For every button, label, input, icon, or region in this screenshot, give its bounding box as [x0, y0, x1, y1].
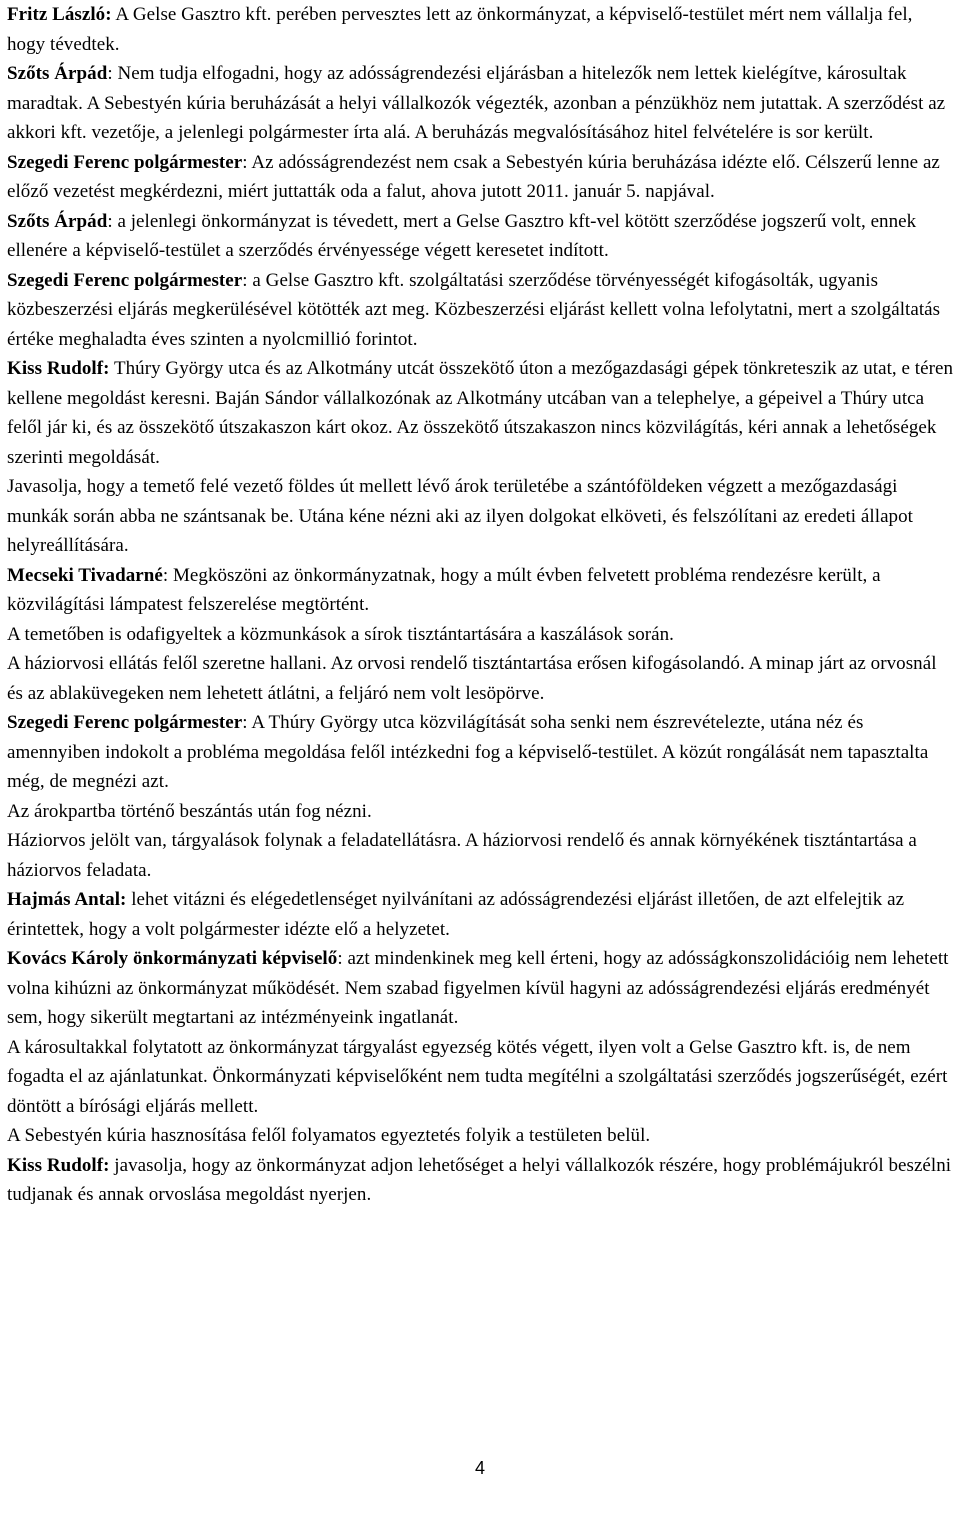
paragraph-text: Háziorvos jelölt van, tárgyalások folynak a feladatellátásra. A háziorvosi rendelő és annak környékének tisztántartása a háziorvos feladata. — [7, 830, 917, 881]
speaker-name: Hajmás Antal: — [7, 889, 127, 910]
paragraph-text: javasolja, hogy az önkormányzat adjon lehetőséget a helyi vállalkozók részére, hogy problémájukról beszélni tudjanak és annak orvoslása megoldást nyerjen. — [7, 1154, 952, 1205]
paragraph-text: : A Thúry György utca közvilágítását soha senki nem észrevételezte, utána néz és amennyiben indokolt a probléma megoldása felől intézkedni fog a képviselő-testület. A közút rongálását nem tapasztalta még, de megnézi azt. — [7, 712, 929, 792]
paragraph-text: A háziorvosi ellátás felől szeretne hallani. Az orvosi rendelő tisztántartása erősen kifogásolandó. A minap járt az orvosnál és az ablaküvegeken nem lehetett átlátni, a feljáró nem volt lesöpörve. — [7, 653, 937, 704]
paragraph-kiss-rudolf-1 — [7, 354, 955, 472]
paragraph-javasolja — [7, 472, 955, 561]
paragraph-text: : Nem tudja elfogadni, hogy az adósságrendezési eljárásban a hitelezők nem lettek kielégítve, károsultak maradtak. A Sebestyén kúria beruházását a helyi vállalkozók végezték, azonban a pénzükhöz nem jutattak. A szerződést az akkori kft. vezetője, a jelenlegi polgármester írta alá. A beruházás megvalósításához hitel felvételére is sor került. — [7, 63, 946, 143]
speaker-name: Kiss Rudolf: — [7, 358, 110, 379]
paragraph-szegedi-ferenc-3 — [7, 708, 955, 797]
paragraph-arokpart — [7, 797, 955, 827]
paragraph-text: A temetőben is odafigyeltek a közmunkások a sírok tisztántartására a kaszálások során. — [7, 623, 674, 645]
paragraph-text: A Sebestyén kúria hasznosítása felől folyamatos egyeztetés folyik a testületen belül. — [7, 1125, 651, 1146]
paragraph-hajmas-antal — [7, 885, 955, 944]
paragraph-fritz-laszlo — [7, 0, 955, 59]
paragraph-text: A Gelse Gasztro kft. perében pervesztes lett az önkormányzat, a képviselő-testület mért nem vállalja fel, hogy tévedtek. — [7, 4, 913, 55]
paragraph-sebestyen-kuria — [7, 1121, 955, 1151]
paragraph-szegedi-ferenc-2 — [7, 266, 955, 355]
speaker-name: Fritz László: — [7, 4, 112, 25]
paragraph-kovacs-karoly — [7, 944, 955, 1033]
paragraph-text: A károsultakkal folytatott az önkormányzat tárgyalást egyezség kötés végett, ilyen volt a Gelse Gasztro kft. is, de nem fogadta el az ajánlatunkat. Önkormányzati képviselőként nem tudta megítélni a szolgáltatási szerződés jogszerűségét, ezért döntött a bírósági eljárás mellett. — [7, 1036, 948, 1117]
paragraph-text: Thúry György utca és az Alkotmány utcát összekötő úton a mezőgazdasági gépek tönkreteszik az utat, e téren kellene megoldást keresni. Baján Sándor vállalkozónak az Alkotmány utcában van a telephelye, a gépeivel a Thúry utca felől jár ki, és az összekötő útszakaszon kárt okoz. Az összekötő útszakaszon nincs közvilágítás, kéri annak a lehetőségek szerinti megoldását. — [7, 358, 954, 468]
speaker-name: Mecseki Tivadarné — [7, 564, 163, 586]
paragraph-text: lehet vitázni és elégedetlenséget nyilvánítani az adósságrendezési eljárást illetően, de azt elfelejtik az érintettek, hogy a volt polgármester idézte elő a helyzetet. — [7, 889, 905, 940]
paragraph-karosultak — [7, 1033, 955, 1122]
speaker-name: Szegedi Ferenc polgármester — [7, 712, 243, 733]
speaker-name: Szőts Árpád — [7, 63, 108, 84]
speaker-name: Szegedi Ferenc polgármester — [7, 151, 243, 173]
paragraph-szegedi-ferenc-1 — [7, 148, 955, 207]
document-body — [7, 0, 955, 1210]
paragraph-szots-arpad-1 — [7, 59, 955, 148]
paragraph-text: : azt mindenkinek meg kell érteni, hogy az adósságkonszolidációig nem lehetett volna kihúzni az önkormányzat működését. Nem szabad figyelmen kívül hagyni az adósságrendezési eljárás eredményét sem, hogy sikerült megtartani az intézményeink ingatlanát. — [7, 948, 949, 1028]
paragraph-text: : Az adósságrendezést nem csak a Sebestyén kúria beruházása idézte elő. Célszerű lenne az előző vezetést megkérdezni, miért juttatták oda a falut, ahova jutott 2011. január 5. napjával. — [7, 151, 940, 202]
speaker-name: Kiss Rudolf: — [7, 1154, 110, 1176]
paragraph-text: Az árokpartba történő beszántás után fog nézni. — [7, 800, 372, 822]
paragraph-haziorvosi-ellatas — [7, 649, 955, 708]
paragraph-text: Javasolja, hogy a temető felé vezető földes út mellett lévő árok területébe a szántóföldeken végzett a mezőgazdasági munkák során abba ne szántsanak be. Utána kéne nézni aki az ilyen dolgokat elköveti, és felszólítani az eredeti állapot helyreállítására. — [7, 476, 913, 556]
paragraph-temeto — [7, 620, 955, 650]
paragraph-text: : a Gelse Gasztro kft. szolgáltatási szerződése törvényességét kifogásolták, ugyanis közbeszerzési eljárás megkerülésével kötötték azt meg. Közbeszerzési eljárást kellett volna lefolytatni, mert a szolgáltatás értéke meghaladta éves szinten a nyolcmillió forintot. — [7, 269, 941, 350]
paragraph-kiss-rudolf-2 — [7, 1151, 955, 1210]
page-number: 4 — [474, 1458, 485, 1478]
speaker-name: Kovács Károly önkormányzati képviselő — [7, 948, 338, 969]
speaker-name: Szegedi Ferenc polgármester — [7, 269, 243, 291]
paragraph-szots-arpad-2 — [7, 207, 955, 266]
paragraph-mecseki-tivadarne — [7, 561, 955, 620]
speaker-name: Szőts Árpád — [7, 210, 108, 232]
paragraph-haziorvos-jelolt — [7, 826, 955, 885]
paragraph-text: : Megköszöni az önkormányzatnak, hogy a múlt évben felvetett probléma rendezésre került, a közvilágítási lámpatest felszerelése megtörtént. — [7, 564, 881, 615]
paragraph-text: : a jelenlegi önkormányzat is tévedett, mert a Gelse Gasztro kft-vel kötött szerződése jogszerű volt, ennek ellenére a képviselő-testület a szerződés érvényessége végett keresetet indított. — [7, 210, 917, 261]
